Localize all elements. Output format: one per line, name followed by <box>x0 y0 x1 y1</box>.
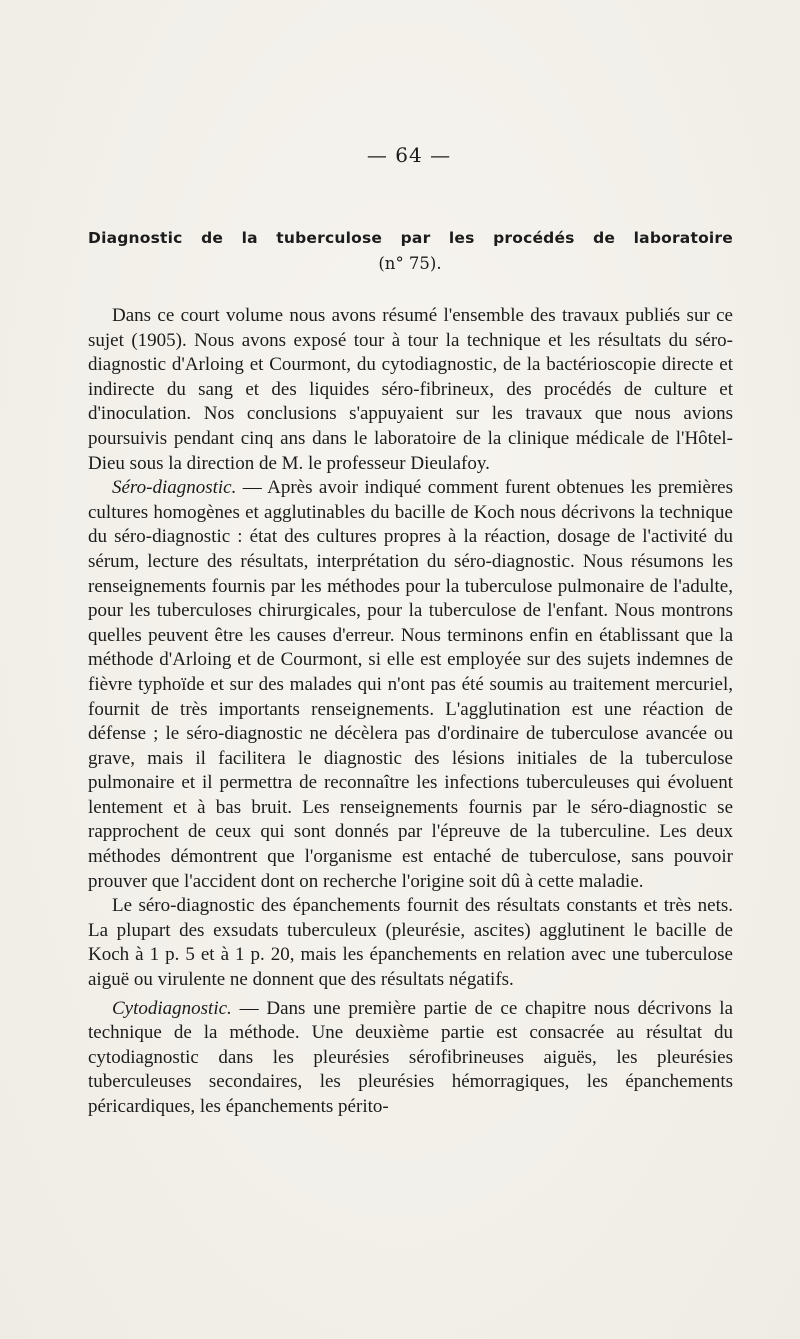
section-title: Diagnostic de la tuberculose par les procédés de laboratoire <box>88 229 733 247</box>
cytodiagnostic-heading: Cytodiagnostic. <box>112 997 232 1019</box>
paragraph-cytodiagnostic <box>88 997 733 1120</box>
sero-diagnostic-heading: Séro-diagnostic. <box>112 477 237 499</box>
body-text <box>88 304 733 1120</box>
paragraph-epanchements: Le séro-diagnostic des épanchements fournit des résultats constants et très nets. La plupart des exsudats tuberculeux (pleurésie, ascites) agglutinent le bacille de Koch à 1 p. 5 et à 1 p. 20, mais les épanchements en relation avec une tuberculose aiguë ou virulente ne donnent que des résultats négatifs. <box>88 895 733 991</box>
page-number: — 64 — <box>366 143 452 167</box>
sero-diagnostic-text: — Après avoir indiqué comment furent obtenues les premières cultures homogènes et agglutinables du bacille de Koch nous décrivons la technique du séro-diagnostic : état des cultures propres à la réaction, dosage de l'activité du sérum, lecture des résultats, interprétation du séro-diagnostic. Nous résumons les renseignements fournis par les méthodes pour la tuberculose pulmonaire de l'adulte, pour les tuberculoses chirurgicales, pour la tuberculose de l'enfant. Nous montrons quelles peuvent être les causes d'erreur. Nous terminons enfin en établissant que la méthode d'Arloing et de Courmont, si elle est employée sur des sujets indemnes de fièvre typhoïde et sur des malades qui n'ont pas été soumis au traitement mercuriel, fournit de très importants renseignements. L'agglutination est une réaction de défense ; le séro-diagnostic ne décèlera pas d'ordinaire de tuberculose avancée ou grave, mais il facilitera le diagnostic des lésions initiales de la tuberculose pulmonaire et il permettra de reconnaître les infections tuberculeuses qui évoluent lentement et à bas bruit. Les renseignements fournis par le séro-diagnostic se rapprochent de ceux qui sont donnés par l'épreuve de la tuberculine. Les deux méthodes démontrent que l'organisme est entaché de tuberculose, sans pouvoir prouver que l'accident dont on recherche l'origine soit dû à cette maladie. <box>88 477 733 892</box>
paragraph-sero-diagnostic <box>88 476 733 894</box>
section-reference: (n° 75). <box>378 254 442 273</box>
cytodiagnostic-text: — Dans une première partie de ce chapitre nous décrivons la technique de la méthode. Une deuxième partie est consacrée au résultat du cytodiagnostic dans les pleurésies sérofibrineuses aiguës, les pleurésies tuberculeuses secondaires, les pleurésies hémorragiques, les épanchements péricardiques, les épanchements périto- <box>88 997 733 1117</box>
paragraph-intro: Dans ce court volume nous avons résumé l'ensemble des travaux publiés sur ce sujet (1905). Nous avons exposé tour à tour la technique et les résultats du séro-diagnostic d'Arloing et Courmont, du cytodiagnostic, de la bactérioscopie directe et indirecte du sang et des liquides séro-fibrineux, des procédés de culture et d'inoculation. Nos conclusions s'appuyaient sur les travaux que nous avions poursuivis pendant cinq ans dans le laboratoire de la clinique médicale de l'Hôtel-Dieu sous la direction de M. le professeur Dieulafoy. <box>88 305 733 474</box>
